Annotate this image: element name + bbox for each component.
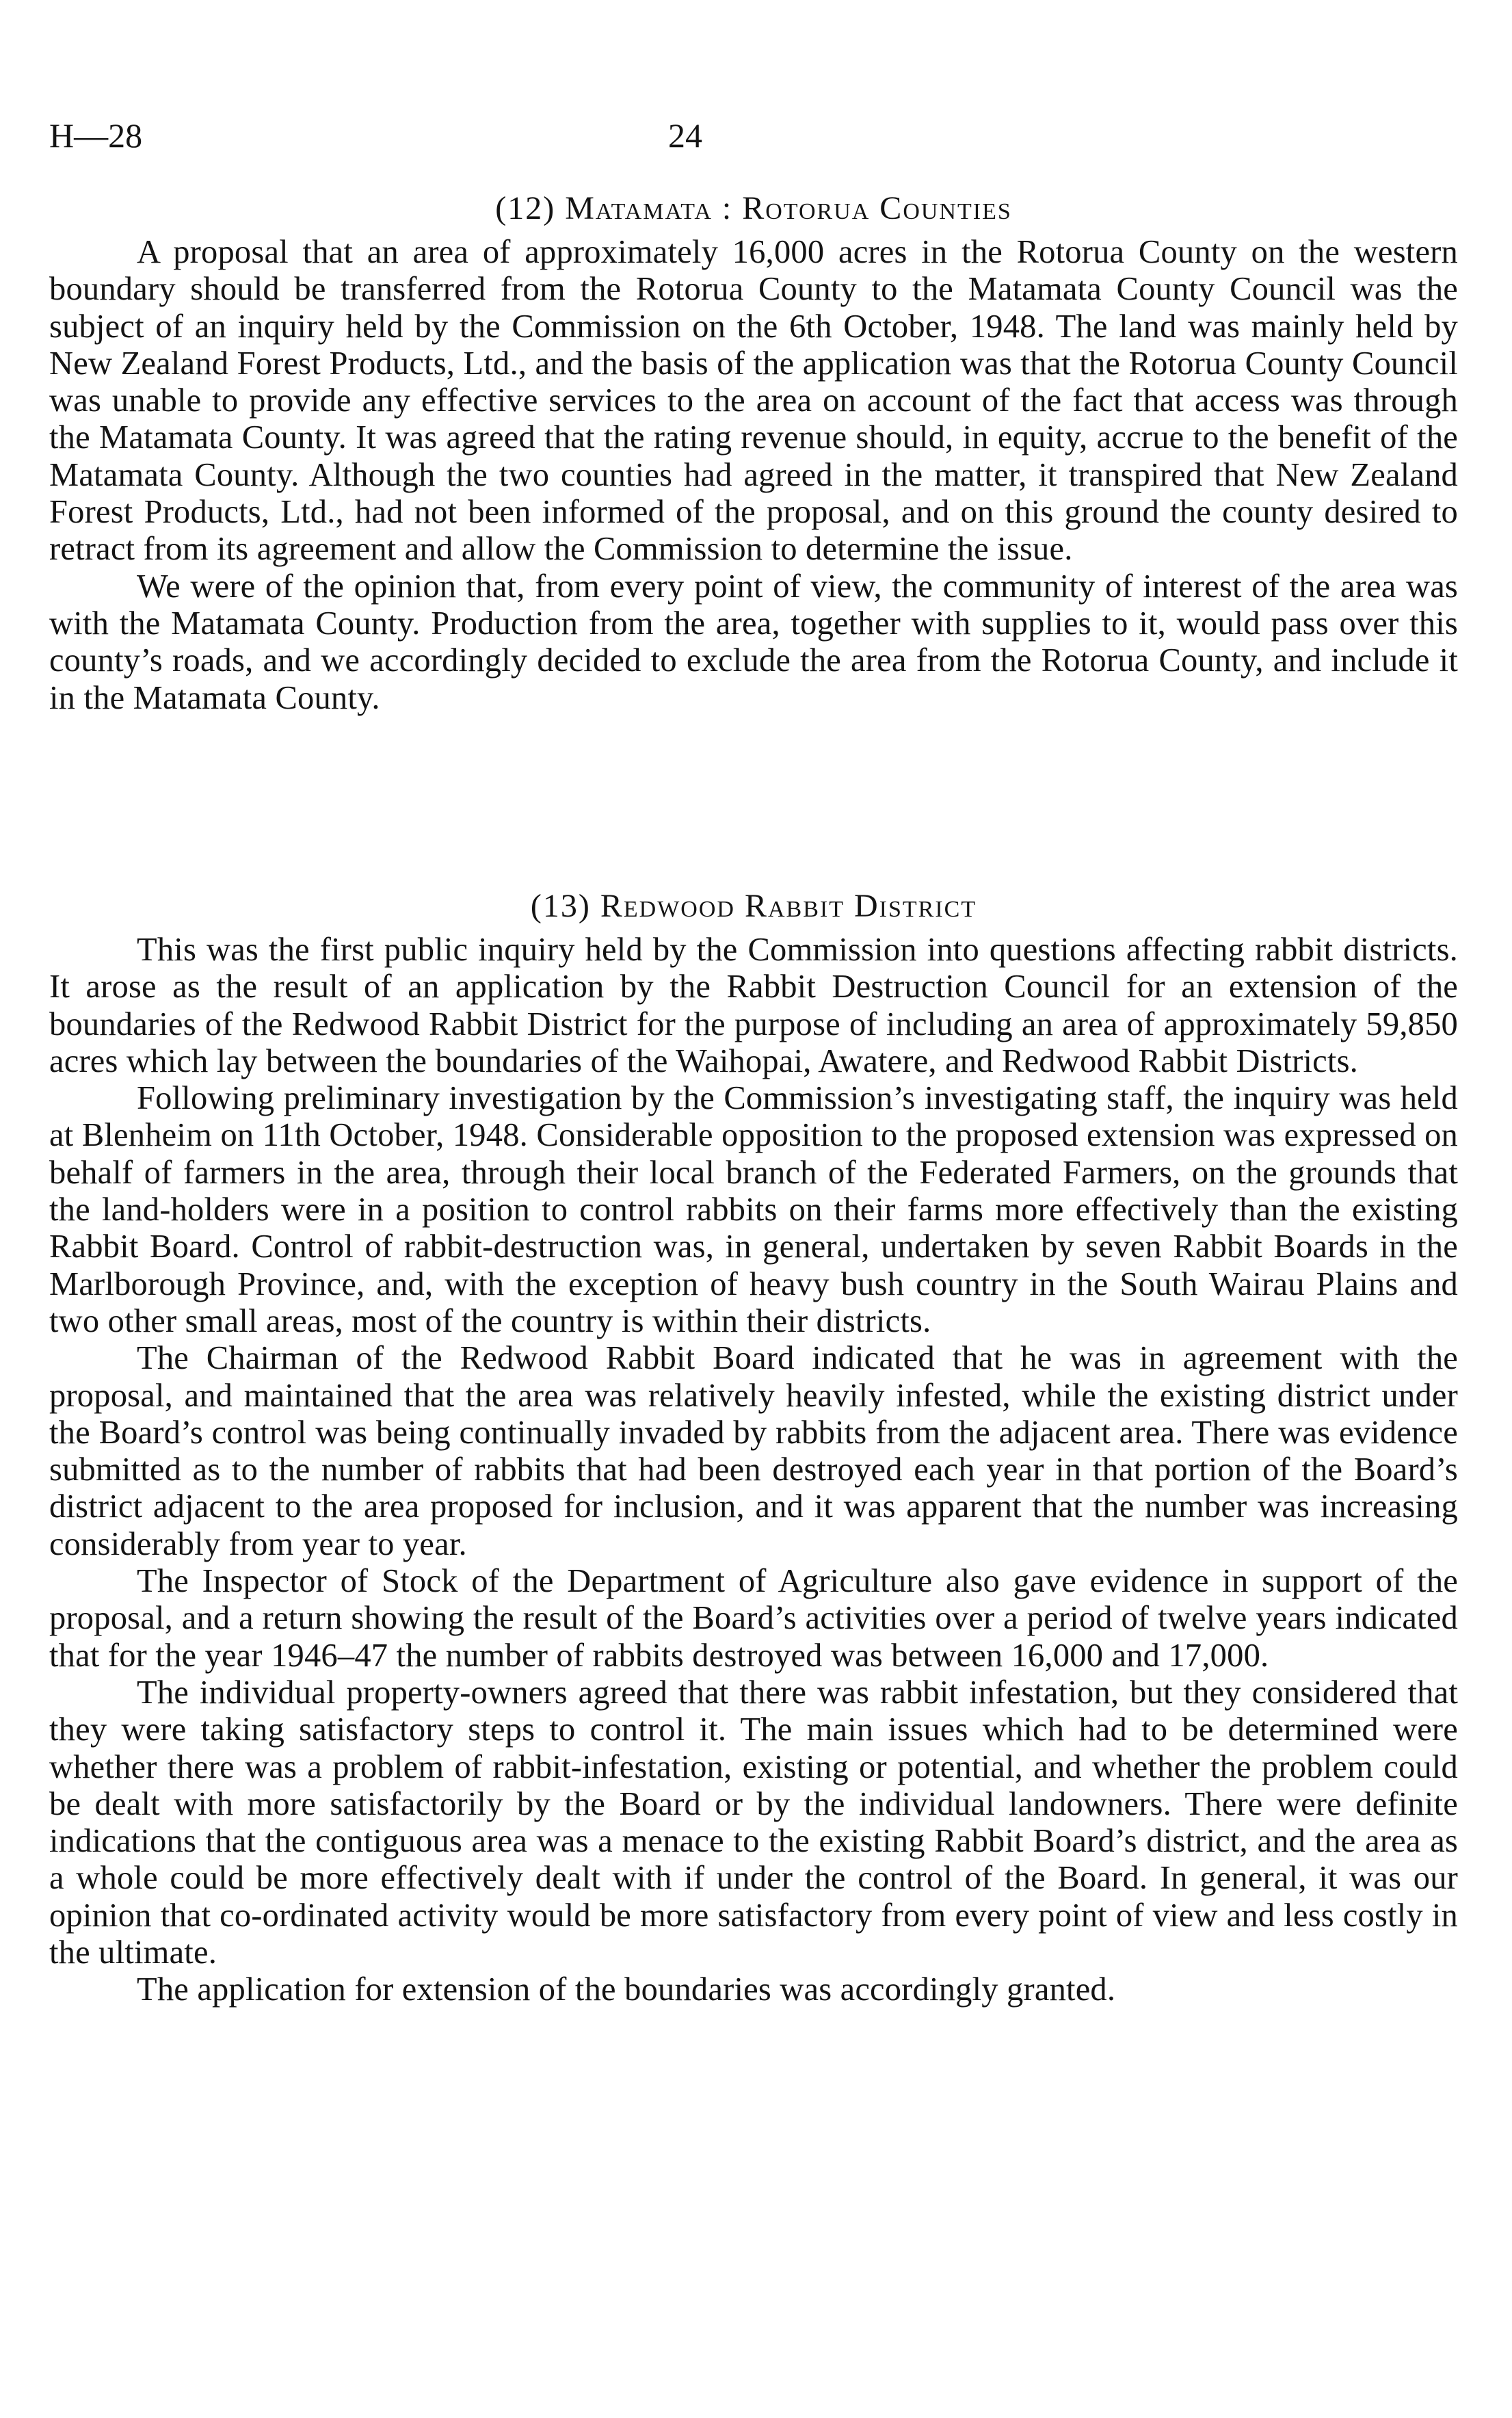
paragraph: The Chairman of the Redwood Rabbit Board indicated that he was in agreement with the proposal, and maintained that the area was relatively heavily infested, while the existing district under the Board’s control was being continually invaded by rabbits from the adjacent area. There was evidence submitted as to the number of rabbits that had been destroyed each year in that portion of the Board’s district adjacent to the area proposed for inclusion, and it was apparent that the number was increasing considerably from year to year. — [49, 1340, 1458, 1562]
running-header — [49, 108, 1458, 163]
paragraph: This was the first public inquiry held by the Commission into questions affecting rabbit districts. It arose as the result of an application by the Rabbit Destruction Council for an extension of the boundaries of the Redwood Rabbit District for the purpose of including an area of approximately 59,850 acres which lay between the boundaries of the Waihopai, Awatere, and Redwood Rabbit Districts. — [49, 932, 1458, 1079]
section-matamata-rotorua — [49, 185, 1458, 717]
paragraph: The individual property-owners agreed that there was rabbit infestation, but they considered that they were taking satisfactory steps to control it. The main issues which had to be determined were whether there was a problem of rabbit-infestation, existing or potential, and whether the problem could be dealt with more satisfactorily by the Board or by the individual landowners. There were definite indications that the contiguous area was a menace to the existing Rabbit Board’s district, and the area as a whole could be more effectively dealt with if under the control of the Board. In general, it was our opinion that co-ordinated activity would be more satisfactory from every point of view and less costly in the ultimate. — [49, 1674, 1458, 1971]
section-redwood-rabbit-district — [49, 882, 1458, 2009]
page-number: 24 — [668, 116, 702, 155]
section-heading: (12) Matamata : Rotorua Counties — [495, 190, 1012, 226]
paragraph: A proposal that an area of approximately 16,000 acres in the Rotorua County on the western boundary should be transferred from the Rotorua County to the Matamata County Council was the subject of an inquiry held by the Commission on the 6th October, 1948. The land was mainly held by New Zealand Forest Products, Ltd., and the basis of the application was that the Rotorua County Council was unable to provide any effective services to the area on account of the fact that access was through the Matamata County. It was agreed that the rating revenue should, in equity, accrue to the benefit of the Matamata County. Although the two counties had agreed in the matter, it transpired that New Zealand Forest Products, Ltd., had not been informed of the proposal, and on this ground the county desired to retract from its agreement and allow the Commission to determine the issue. — [49, 234, 1458, 568]
section-heading: (13) Redwood Rabbit District — [530, 888, 977, 924]
paragraph: Following preliminary investigation by the Commission’s investigating staff, the inquiry was held at Blenheim on 11th October, 1948. Considerable opposition to the proposed extension was expressed on behalf of farmers in the area, through their local branch of the Federated Farmers, on the grounds that the land-holders were in a position to control rabbits on their farms more effectively than the existing Rabbit Board. Control of rabbit-destruction was, in general, undertaken by seven Rabbit Boards in the Marlborough Province, and, with the exception of heavy bush country in the South Wairau Plains and two other small areas, most of the country is within their districts. — [49, 1080, 1458, 1339]
paragraph: We were of the opinion that, from every point of view, the community of interest of the area was with the Matamata County. Production from the area, together with supplies to it, would pass over this county’s roads, and we accordingly decided to exclude the area from the Rotorua County, and include it in the Matamata County. — [49, 568, 1458, 716]
paragraph: The application for extension of the boundaries was accordingly granted. — [137, 1971, 1116, 2008]
paragraph: The Inspector of Stock of the Department of Agriculture also gave evidence in support of the proposal, and a return showing the result of the Board’s activities over a period of twelve years indicated that for the year 1946–47 the number of rabbits destroyed was between 16,000 and 17,000. — [49, 1563, 1458, 1674]
document-reference: H—28 — [49, 116, 143, 155]
